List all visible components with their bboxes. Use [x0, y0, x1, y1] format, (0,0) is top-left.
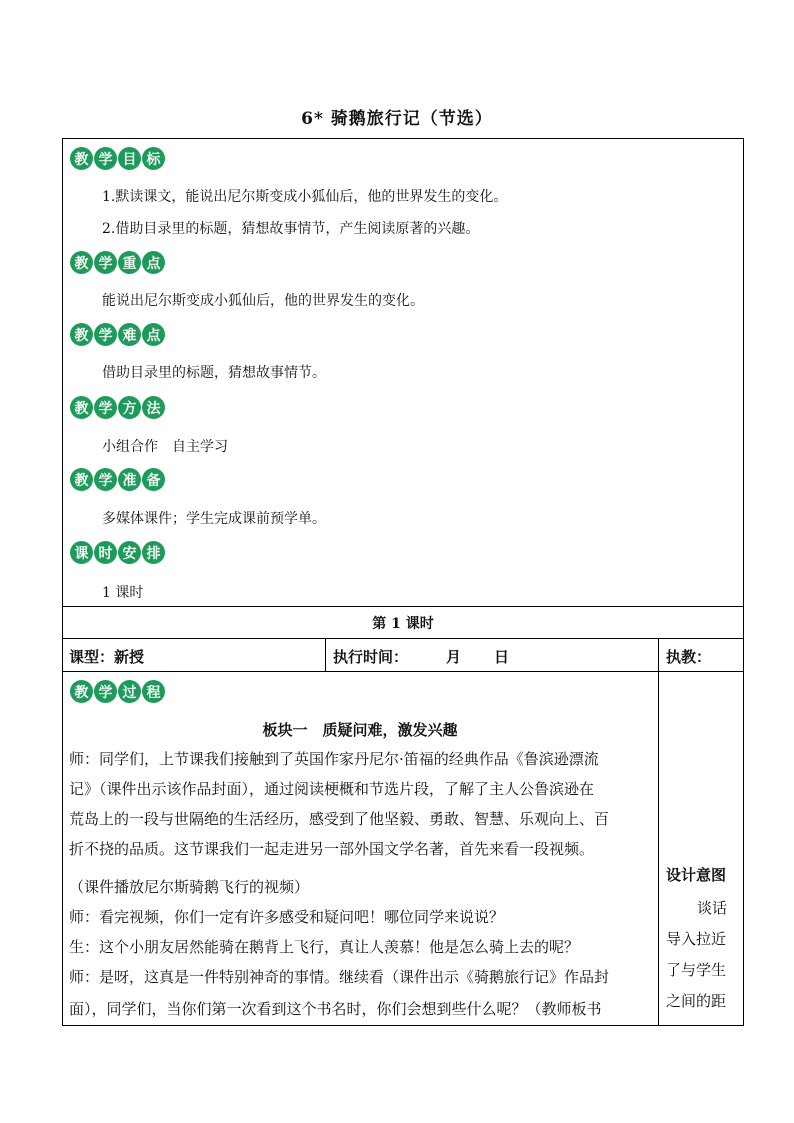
process-line: 荒岛上的一段与世隔绝的生活经历，感受到了他坚毅、勇敢、智慧、乐观向上、百 — [69, 810, 610, 828]
badge-character: 点 — [142, 323, 165, 346]
section-badge-difficulties — [70, 323, 165, 346]
badge-character: 准 — [118, 468, 141, 491]
badge-character: 方 — [118, 396, 141, 419]
block-title: 板块一 质疑问难，激发兴趣 — [262, 721, 458, 739]
process-line: 师：是呀，这真是一件特别神奇的事情。继续看（课件出示《骑鹅旅行记》作品封 — [69, 968, 610, 986]
goal-line-2: 2.借助目录里的标题，猜想故事情节，产生阅读原著的兴趣。 — [102, 221, 480, 237]
badge-character: 重 — [118, 251, 141, 274]
badge-character: 教 — [70, 147, 93, 170]
process-line: 师：看完视频，你们一定有许多感受和疑问吧！哪位同学来说说？ — [69, 908, 505, 926]
process-line: 折不挠的品质。这节课我们一起走进另一部外国文学名著，首先来看一段视频。 — [69, 840, 595, 858]
lesson-header: 第 1 课时 — [372, 616, 434, 632]
badge-character: 程 — [142, 680, 165, 703]
badge-character: 安 — [118, 541, 141, 564]
badge-character: 教 — [70, 396, 93, 419]
design-intent-line: 谈话 — [697, 899, 728, 917]
badge-character: 过 — [118, 680, 141, 703]
section-badge-methods — [70, 396, 165, 419]
page-title: 6* 骑鹅旅行记（节选） — [301, 109, 493, 129]
method-line: 小组合作 自主学习 — [102, 439, 228, 455]
table-rule-1 — [62, 606, 744, 607]
difficulty-line: 借助目录里的标题，猜想故事情节。 — [102, 365, 326, 381]
execution-month: 月 — [446, 648, 462, 666]
badge-character: 学 — [94, 251, 117, 274]
design-intent-line: 了与学生 — [666, 961, 727, 979]
teacher-label: 执教： — [666, 648, 712, 666]
process-line: 记》（课件出示该作品封面），通过阅读梗概和节选片段，了解了主人公鲁滨逊在 — [69, 780, 595, 798]
execution-day: 日 — [494, 648, 510, 666]
table-divider-1 — [325, 638, 326, 671]
badge-character: 目 — [118, 147, 141, 170]
preparation-line: 多媒体课件；学生完成课前预学单。 — [102, 511, 326, 527]
badge-character: 教 — [70, 323, 93, 346]
badge-character: 学 — [94, 323, 117, 346]
section-badge-process — [70, 680, 165, 703]
design-intent-line: 导入拉近 — [666, 930, 727, 948]
badge-character: 难 — [118, 323, 141, 346]
badge-character: 课 — [70, 541, 93, 564]
section-badge-key-points — [70, 251, 165, 274]
design-intent-heading: 设计意图 — [666, 866, 727, 884]
goal-line-1: 1.默读课文，能说出尼尔斯变成小狐仙后，他的世界发生的变化。 — [102, 189, 508, 205]
table-rule-2 — [62, 638, 744, 639]
lesson-type: 课型：新授 — [69, 648, 145, 666]
section-badge-goals — [70, 147, 165, 170]
badge-character: 排 — [142, 541, 165, 564]
schedule-line: 1 课时 — [102, 585, 144, 601]
badge-character: 教 — [70, 468, 93, 491]
process-line: 生：这个小朋友居然能骑在鹅背上飞行，真让人羡慕！他是怎么骑上去的呢？ — [69, 938, 580, 956]
table-rule-3 — [62, 671, 744, 672]
key-point-line: 能说出尼尔斯变成小狐仙后，他的世界发生的变化。 — [102, 293, 424, 309]
badge-character: 备 — [142, 468, 165, 491]
badge-character: 教 — [70, 251, 93, 274]
process-line: 师：同学们，上节课我们接触到了英国作家丹尼尔·笛福的经典作品《鲁滨逊漂流 — [69, 750, 599, 768]
badge-character: 教 — [70, 680, 93, 703]
design-intent-line: 之间的距 — [666, 992, 727, 1010]
execution-time-label: 执行时间： — [333, 648, 409, 666]
badge-character: 学 — [94, 396, 117, 419]
section-badge-preparation — [70, 468, 165, 491]
process-line: 面），同学们，当你们第一次看到这个书名时，你们会想到些什么呢？（教师板书 — [69, 1000, 602, 1018]
badge-character: 法 — [142, 396, 165, 419]
badge-character: 学 — [94, 680, 117, 703]
badge-character: 点 — [142, 251, 165, 274]
badge-character: 时 — [94, 541, 117, 564]
process-line: （课件播放尼尔斯骑鹅飞行的视频） — [69, 878, 310, 896]
section-badge-schedule — [70, 541, 165, 564]
badge-character: 标 — [142, 147, 165, 170]
badge-character: 学 — [94, 468, 117, 491]
badge-character: 学 — [94, 147, 117, 170]
